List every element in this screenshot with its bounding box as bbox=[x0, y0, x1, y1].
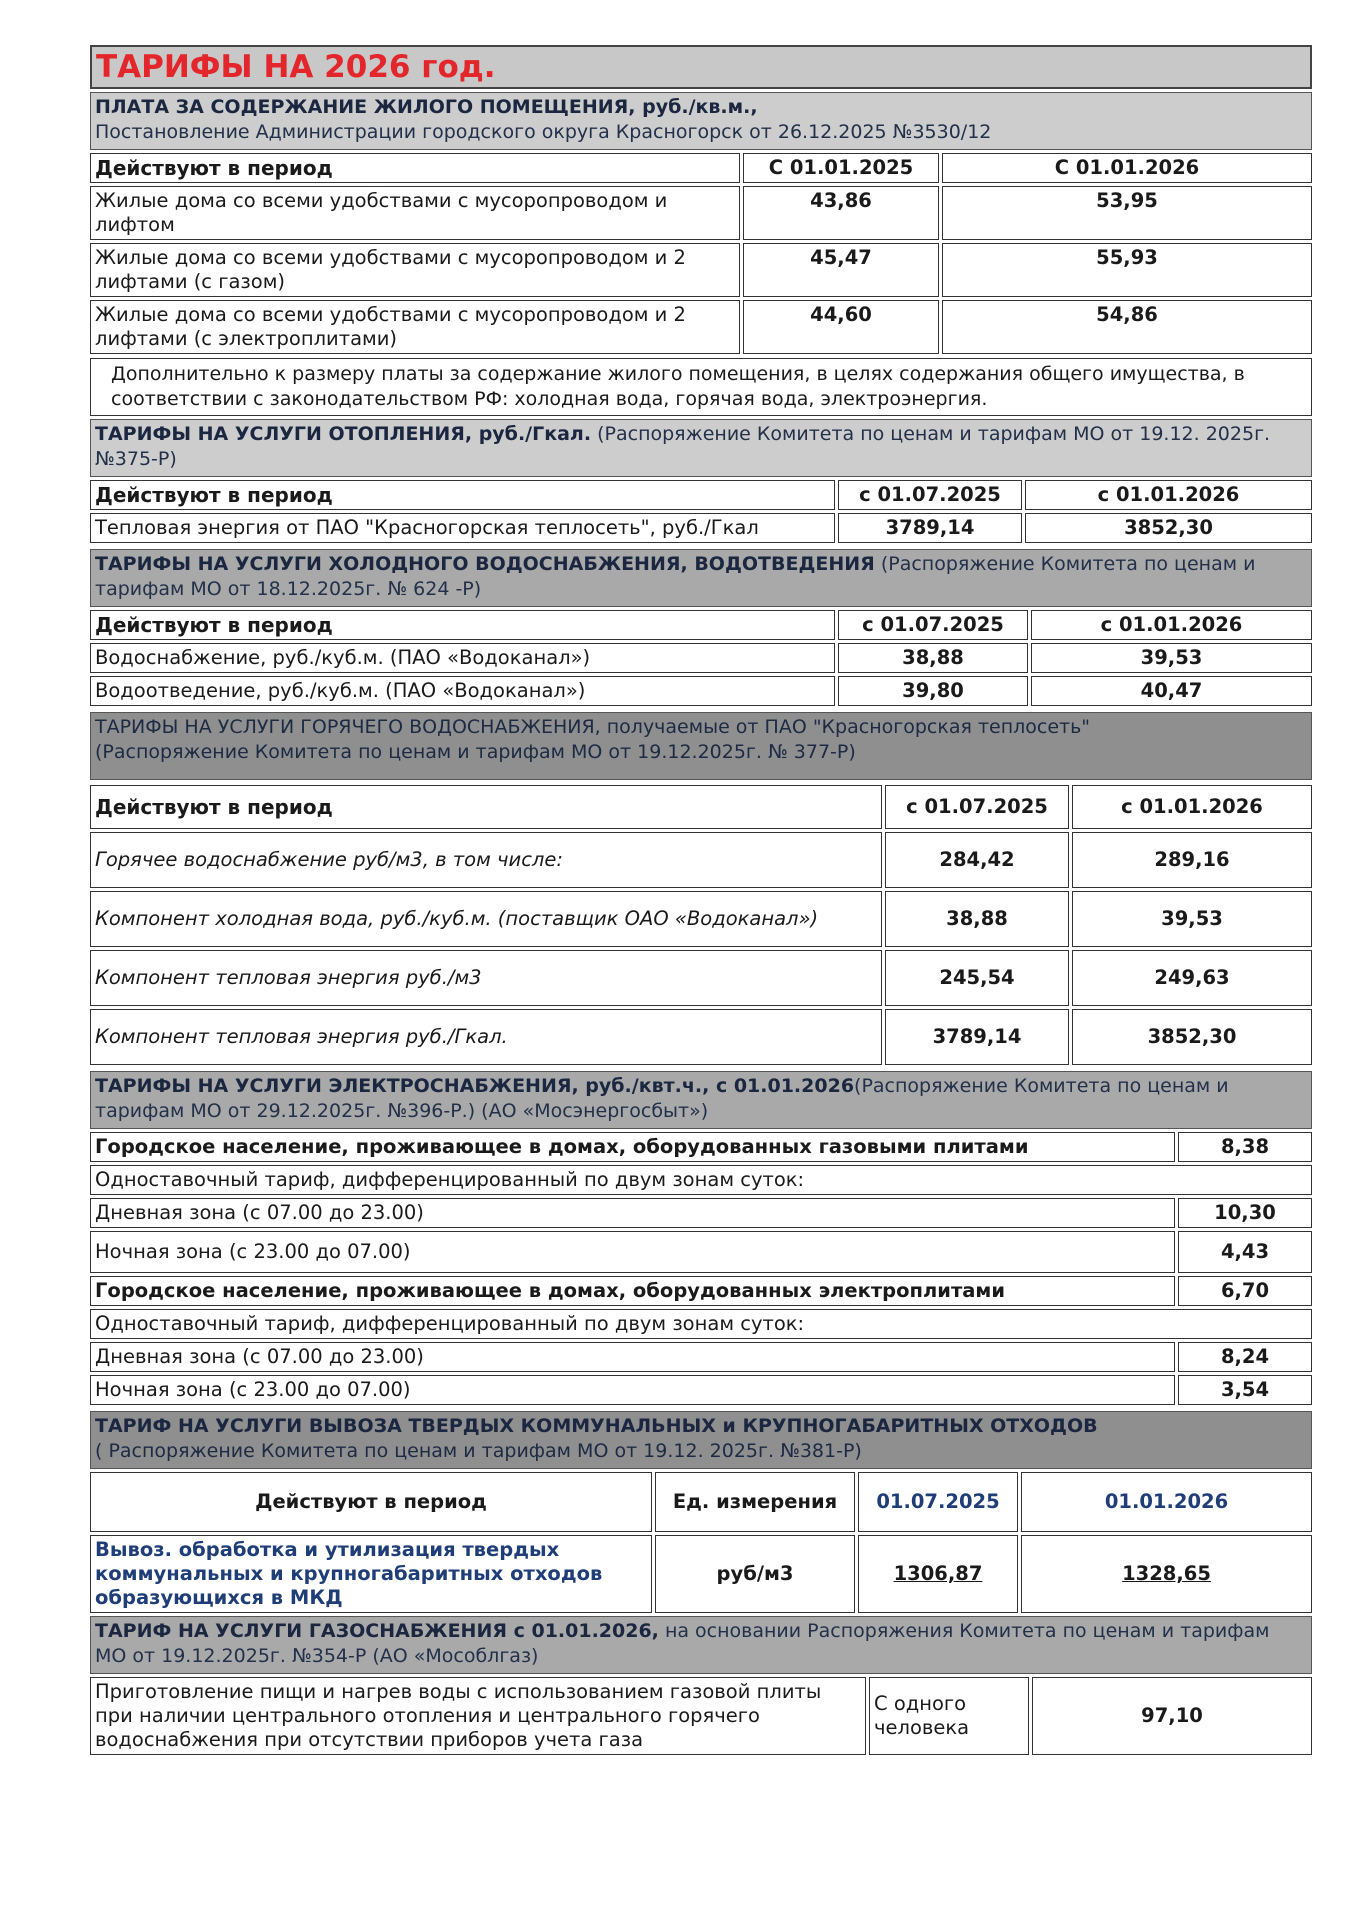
waste-table bbox=[87, 1469, 1315, 1616]
row-label: Одноставочный тариф, дифференцированный по двум зонам суток: bbox=[90, 1165, 1312, 1195]
row-value-2: 3852,30 bbox=[1072, 1009, 1312, 1065]
maintenance-table bbox=[87, 150, 1315, 357]
unit-label: Ед. измерения bbox=[655, 1472, 855, 1532]
table-row bbox=[90, 300, 1312, 354]
row-label: Дневная зона (с 07.00 до 23.00) bbox=[90, 1342, 1175, 1372]
table-row bbox=[90, 1677, 1312, 1755]
section-cold-water-source: (Распоряжение Комитета по ценам и тарифам МО от 18.12.2025г. № 624 -Р) bbox=[95, 553, 1256, 600]
period-label: Действуют в период bbox=[90, 480, 835, 510]
row-unit: руб/м3 bbox=[655, 1535, 855, 1613]
section-hot-water-title: ТАРИФЫ НА УСЛУГИ ГОРЯЧЕГО ВОДОСНАБЖЕНИЯ, получаемые от ПАО "Красногорская теплосеть" bbox=[95, 716, 1091, 738]
section-waste-title: ТАРИФ НА УСЛУГИ ВЫВОЗА ТВЕРДЫХ КОММУНАЛЬНЫХ и КРУПНОГАБАРИТНЫХ ОТХОДОВ bbox=[95, 1415, 1098, 1437]
row-value-2: 289,16 bbox=[1072, 832, 1312, 888]
section-cold-water-header bbox=[90, 549, 1312, 607]
row-value-2: 39,53 bbox=[1072, 891, 1312, 947]
table-header-row bbox=[90, 480, 1312, 510]
table-header-row bbox=[90, 610, 1312, 640]
table-row bbox=[90, 891, 1312, 947]
column-date-1: с 01.07.2025 bbox=[838, 610, 1028, 640]
table-row bbox=[90, 1342, 1312, 1372]
row-value-2: 3852,30 bbox=[1025, 513, 1312, 543]
cold-water-table bbox=[87, 607, 1315, 709]
section-waste-source: ( Распоряжение Комитета по ценам и тарифам МО от 19.12. 2025г. №381-Р) bbox=[95, 1440, 862, 1462]
gas-table bbox=[87, 1674, 1315, 1758]
section-heating-header bbox=[90, 419, 1312, 477]
tariff-sheet bbox=[90, 45, 1312, 1758]
row-value: 97,10 bbox=[1032, 1677, 1312, 1755]
section-hot-water-source: (Распоряжение Комитета по ценам и тарифам МО от 19.12.2025г. № 377-Р) bbox=[95, 741, 856, 763]
row-label: Дневная зона (с 07.00 до 23.00) bbox=[90, 1198, 1175, 1228]
section-heating-title: ТАРИФЫ НА УСЛУГИ ОТОПЛЕНИЯ, руб./Гкал. bbox=[95, 423, 592, 445]
row-value: 10,30 bbox=[1178, 1198, 1312, 1228]
table-row bbox=[90, 676, 1312, 706]
row-label: Ночная зона (с 23.00 до 07.00) bbox=[90, 1375, 1175, 1405]
table-row bbox=[90, 1009, 1312, 1065]
row-value: 8,24 bbox=[1178, 1342, 1312, 1372]
row-label: Компонент тепловая энергия руб./Гкал. bbox=[90, 1009, 882, 1065]
row-label: Тепловая энергия от ПАО "Красногорская теплосеть", руб./Гкал bbox=[90, 513, 835, 543]
row-value-1: 44,60 bbox=[743, 300, 939, 354]
section-hot-water-header bbox=[90, 712, 1312, 780]
section-maintenance-header bbox=[90, 92, 1312, 150]
period-label: Действуют в период bbox=[90, 610, 835, 640]
row-value-1: 38,88 bbox=[838, 643, 1028, 673]
hot-water-table bbox=[87, 782, 1315, 1068]
heating-table bbox=[87, 477, 1315, 546]
row-value-1: 43,86 bbox=[743, 186, 939, 240]
table-row bbox=[90, 1132, 1312, 1162]
column-date-1: 01.07.2025 bbox=[858, 1472, 1018, 1532]
column-date-2: 01.01.2026 bbox=[1021, 1472, 1312, 1532]
row-value-1: 3789,14 bbox=[838, 513, 1022, 543]
period-label: Действуют в период bbox=[90, 785, 882, 829]
table-row bbox=[90, 1165, 1312, 1195]
section-maintenance-title: ПЛАТА ЗА СОДЕРЖАНИЕ ЖИЛОГО ПОМЕЩЕНИЯ, руб./кв.м., bbox=[95, 96, 758, 118]
row-label: Одноставочный тариф, дифференцированный по двум зонам суток: bbox=[90, 1309, 1312, 1339]
row-value-2: 53,95 bbox=[942, 186, 1312, 240]
table-row bbox=[90, 1375, 1312, 1405]
column-date-1: С 01.01.2025 bbox=[743, 153, 939, 183]
row-label: Вывоз. обработка и утилизация твердых коммунальных и крупногабаритных отходов образующихся в МКД bbox=[90, 1535, 652, 1613]
row-value-2: 40,47 bbox=[1031, 676, 1312, 706]
table-row bbox=[90, 1198, 1312, 1228]
row-label: Компонент холодная вода, руб./куб.м. (поставщик ОАО «Водоканал») bbox=[90, 891, 882, 947]
table-row bbox=[90, 1276, 1312, 1306]
row-value-1: 38,88 bbox=[885, 891, 1069, 947]
row-value: 8,38 bbox=[1178, 1132, 1312, 1162]
table-row bbox=[90, 1309, 1312, 1339]
section-gas-header bbox=[90, 1616, 1312, 1674]
row-value: 4,43 bbox=[1178, 1231, 1312, 1273]
section-gas-source: на основании Распоряжения Комитета по ценам и тарифам МО от 19.12.2025г. №354-Р (АО «Мособлгаз) bbox=[95, 1620, 1270, 1667]
row-label: Приготовление пищи и нагрев воды с использованием газовой плиты при наличии центрального отопления и центрального горячего водоснабжения при отсутствии приборов учета газа bbox=[90, 1677, 866, 1755]
section-gas-title: ТАРИФ НА УСЛУГИ ГАЗОСНАБЖЕНИЯ с 01.01.2026, bbox=[95, 1620, 659, 1642]
row-value-1: 284,42 bbox=[885, 832, 1069, 888]
table-header-row bbox=[90, 1472, 1312, 1532]
page-title: ТАРИФЫ НА 2026 год. bbox=[90, 45, 1312, 89]
row-label: Водоснабжение, руб./куб.м. (ПАО «Водоканал») bbox=[90, 643, 835, 673]
row-label: Горячее водоснабжение руб/м3, в том числе: bbox=[90, 832, 882, 888]
row-label: Городское население, проживающее в домах, оборудованных газовыми плитами bbox=[90, 1132, 1175, 1162]
section-maintenance-source: Постановление Администрации городского округа Красногорск от 26.12.2025 №3530/12 bbox=[95, 121, 992, 143]
column-date-2: с 01.01.2026 bbox=[1025, 480, 1312, 510]
table-row bbox=[90, 513, 1312, 543]
row-value-2: 55,93 bbox=[942, 243, 1312, 297]
row-value-1: 3789,14 bbox=[885, 1009, 1069, 1065]
electricity-table bbox=[87, 1129, 1315, 1408]
section-electricity-header bbox=[90, 1071, 1312, 1129]
row-label: Жилые дома со всеми удобствами с мусоропроводом и лифтом bbox=[90, 186, 740, 240]
section-heating-source: (Распоряжение Комитета по ценам и тарифам МО от 19.12. 2025г. №375-Р) bbox=[95, 423, 1271, 470]
column-date-2: с 01.01.2026 bbox=[1031, 610, 1312, 640]
row-label: Ночная зона (с 23.00 до 07.00) bbox=[90, 1231, 1175, 1273]
column-date-2: С 01.01.2026 bbox=[942, 153, 1312, 183]
row-value: 6,70 bbox=[1178, 1276, 1312, 1306]
row-value: 3,54 bbox=[1178, 1375, 1312, 1405]
column-date-1: с 01.07.2025 bbox=[838, 480, 1022, 510]
column-date-1: с 01.07.2025 bbox=[885, 785, 1069, 829]
table-row bbox=[90, 832, 1312, 888]
row-value-1: 245,54 bbox=[885, 950, 1069, 1006]
table-header-row bbox=[90, 785, 1312, 829]
row-label: Жилые дома со всеми удобствами с мусоропроводом и 2 лифтами (с электроплитами) bbox=[90, 300, 740, 354]
table-header-row bbox=[90, 153, 1312, 183]
table-row bbox=[90, 243, 1312, 297]
section-cold-water-title: ТАРИФЫ НА УСЛУГИ ХОЛОДНОГО ВОДОСНАБЖЕНИЯ, ВОДОТВЕДЕНИЯ bbox=[95, 553, 875, 575]
row-unit: С одного человека bbox=[869, 1677, 1029, 1755]
section-electricity-title: ТАРИФЫ НА УСЛУГИ ЭЛЕКТРОСНАБЖЕНИЯ, руб./квт.ч., с 01.01.2026 bbox=[95, 1075, 855, 1097]
table-row bbox=[90, 186, 1312, 240]
row-label: Городское население, проживающее в домах, оборудованных электроплитами bbox=[90, 1276, 1175, 1306]
section-waste-header bbox=[90, 1411, 1312, 1469]
row-value-2: 54,86 bbox=[942, 300, 1312, 354]
period-label: Действуют в период bbox=[90, 153, 740, 183]
row-label: Водоотведение, руб./куб.м. (ПАО «Водоканал») bbox=[90, 676, 835, 706]
row-value-2: 249,63 bbox=[1072, 950, 1312, 1006]
row-value-2: 1328,65 bbox=[1021, 1535, 1312, 1613]
table-row bbox=[90, 643, 1312, 673]
maintenance-note: Дополнительно к размеру платы за содержание жилого помещения, в целях содержания общего имущества, в соответствии с законодательством РФ: холодная вода, горячая вода, электроэнергия. bbox=[90, 358, 1312, 416]
row-label: Компонент тепловая энергия руб./м3 bbox=[90, 950, 882, 1006]
column-date-2: с 01.01.2026 bbox=[1072, 785, 1312, 829]
table-row bbox=[90, 950, 1312, 1006]
row-value-1: 1306,87 bbox=[858, 1535, 1018, 1613]
table-row bbox=[90, 1535, 1312, 1613]
row-value-1: 39,80 bbox=[838, 676, 1028, 706]
row-value-1: 45,47 bbox=[743, 243, 939, 297]
section-electricity-source: (Распоряжение Комитета по ценам и тарифам МО от 29.12.2025г. №396-Р.) (АО «Мосэнергосбыт») bbox=[95, 1075, 1229, 1122]
table-row bbox=[90, 1231, 1312, 1273]
row-value-2: 39,53 bbox=[1031, 643, 1312, 673]
period-label: Действуют в период bbox=[90, 1472, 652, 1532]
row-label: Жилые дома со всеми удобствами с мусоропроводом и 2 лифтами (с газом) bbox=[90, 243, 740, 297]
